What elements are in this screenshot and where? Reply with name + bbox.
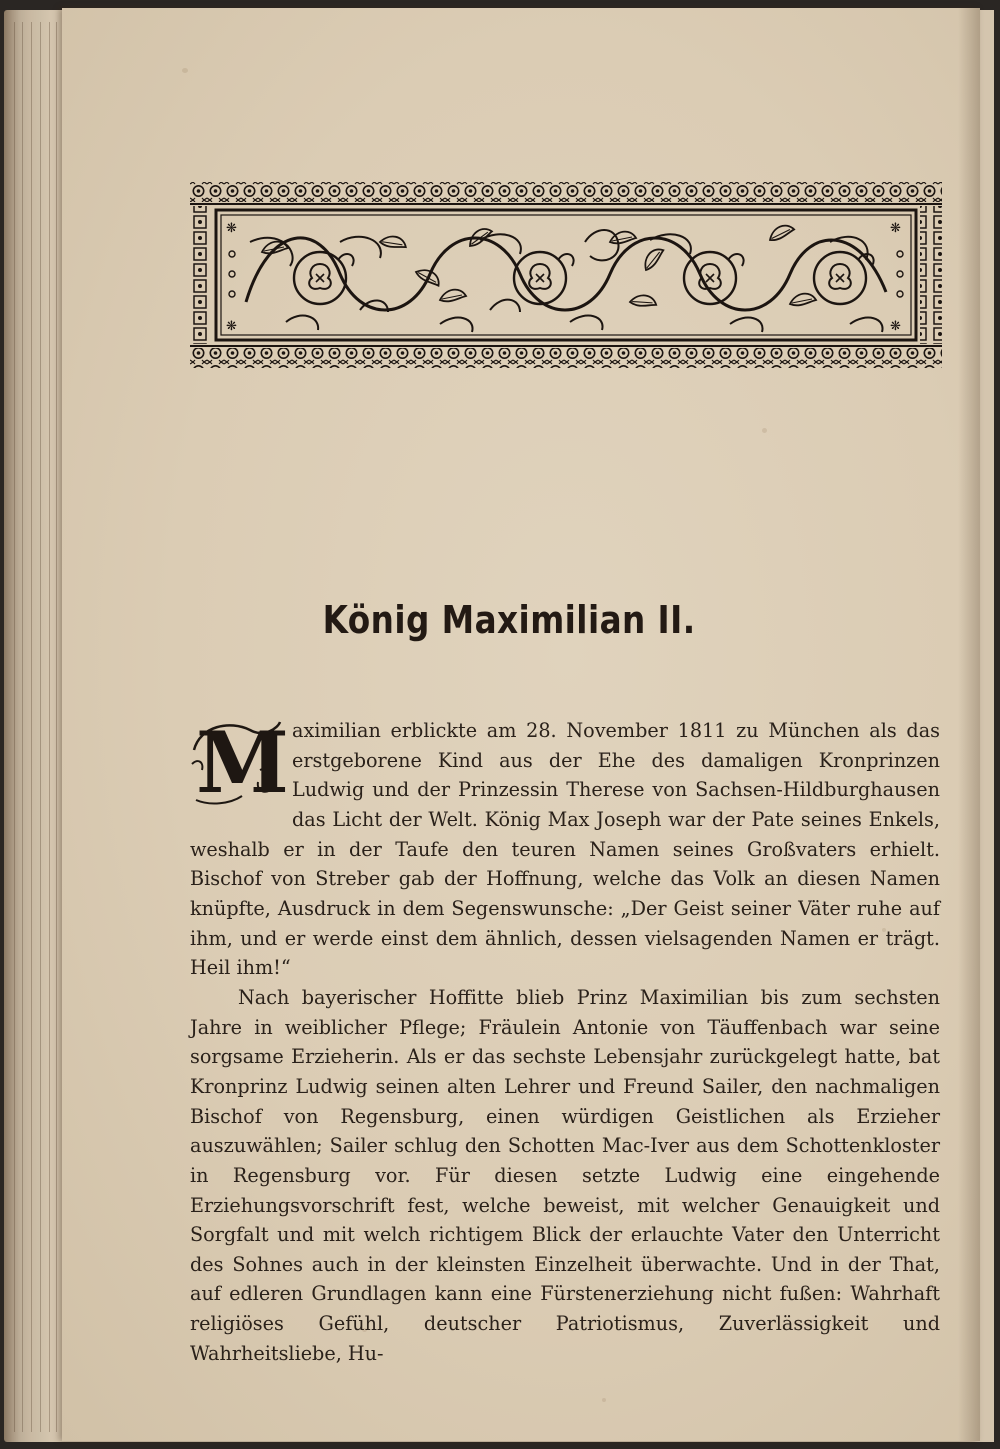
drop-cap	[190, 713, 289, 812]
drop-cap-letter: M	[196, 713, 289, 812]
svg-text:❋: ❋	[226, 319, 237, 334]
chapter-title: König Maximilian II.	[322, 598, 696, 642]
chapter-body	[190, 713, 940, 1368]
paragraph-2: Nach bayerischer Hoffitte blieb Prinz Maximilian bis zum sechsten Jahre in weiblicher Pflege; Fräulein Antonie von Täuffenbach war seine sorgsame Erzieherin. Als er das sechste Lebensjahr zurückgelegt hatte, bat Kronprinz Ludwig seinen alten Lehrer und Freund Sailer, den nachmaligen Bischof von Regensburg, einen würdigen Geistlichen als Erzieher auszuwählen; Sailer schlug den Schotten Mac-Iver aus dem Schottenkloster in Regensburg vor. Für diesen setzte Ludwig eine eingehende Erziehungsvorschrift fest, welche beweist, mit welcher Genauigkeit und Sorgfalt und mit welch richtigem Blick der erlauchte Vater den Unterricht des Sohnes auch in der kleinsten Einzelheit überwachte. Und in der That, auf edleren Grundlagen kann eine Fürstenerziehung nicht fußen: Wahrhaft religiöses Gefühl, deutscher Patriotismus, Zuverlässigkeit und Wahrheitsliebe, Hu-	[190, 985, 940, 1365]
svg-text:❋: ❋	[890, 221, 901, 236]
svg-text:❋: ❋	[890, 319, 901, 334]
paragraph-1	[190, 713, 940, 983]
floral-vine-headpiece-icon	[190, 182, 942, 368]
svg-text:❋: ❋	[226, 221, 237, 236]
paragraph-1-text: aximilian erblickte am 28. November 1811 zu München als das erstgeborene Kind aus der Ehe des damaligen Kronprinzen Ludwig und der Prinzessin Therese von Sachsen-Hildburghausen das Licht der Welt. König Max Joseph war der Pate seines Enkels, weshalb er in der Taufe den teuren Namen seines Großvaters erhielt. Bischof von Streber gab der Hoffnung, welche das Volk an diesen Namen knüpfte, Ausdruck in dem Segenswunsche: „Der Geist seiner Väter ruhe auf ihm, und er werde einst dem ähnlich, dessen vielsagenden Namen er trägt. Heil ihm!“	[190, 719, 940, 980]
